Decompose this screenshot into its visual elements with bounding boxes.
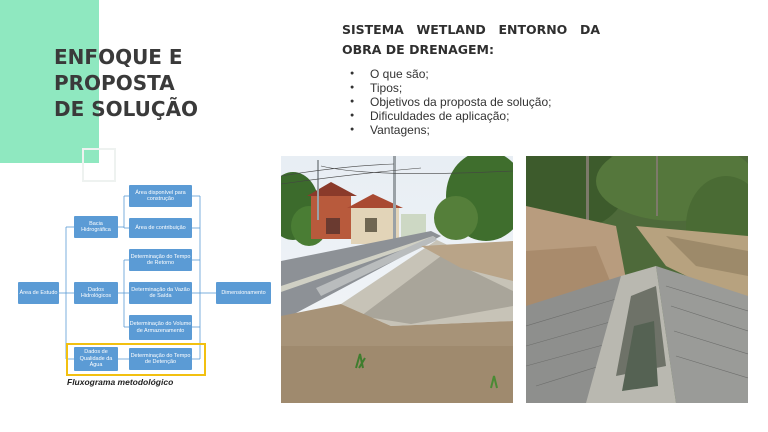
heading-word: DA — [579, 22, 600, 37]
list-item: ● Dificuldades de aplicação; — [350, 109, 551, 123]
topics-list — [350, 67, 551, 137]
section-heading-line-2: OBRA DE DRENAGEM: — [342, 42, 494, 57]
section-heading — [342, 20, 600, 60]
flow-box-area-estudo: Área de Estudo — [18, 282, 59, 304]
flow-box-volume-armazenamento: Determinação do Volume de Armazenamento — [129, 315, 192, 340]
section-heading-line-1 — [342, 20, 600, 40]
flowchart-caption: Fluxograma metodológico — [67, 377, 174, 387]
flow-box-tempo-detencao: Determinação do Tempo de Detenção — [129, 348, 192, 370]
flow-box-dimensionamento: Dimensionamento — [216, 282, 271, 304]
page-title — [54, 44, 198, 122]
photo-gabion-channel — [526, 156, 748, 403]
page-title-line: PROPOSTA — [54, 71, 175, 95]
photo-drainage-road — [281, 156, 513, 403]
list-item: ● Objetivos da proposta de solução; — [350, 95, 551, 109]
list-item: ● Vantagens; — [350, 123, 551, 137]
heading-word: SISTEMA — [342, 22, 404, 37]
list-item: ● O que são; — [350, 67, 551, 81]
flow-box-vazao-saida: Determinação da Vazão de Saída — [129, 282, 192, 304]
decorative-square-outline — [82, 148, 116, 182]
flow-box-dados-qualidade: Dados de Qualidade da Água — [74, 347, 118, 371]
list-item: ● Tipos; — [350, 81, 551, 95]
flow-box-tempo-retorno: Determinação do Tempo de Retorno — [129, 249, 192, 271]
heading-word: ENTORNO — [498, 22, 568, 37]
page-title-line: DE SOLUÇÃO — [54, 97, 199, 121]
flow-box-dados-hidrologicos: Dados Hidrológicos — [74, 282, 118, 304]
flow-box-bacia: Bacia Hidrográfica — [74, 216, 118, 238]
page-title-line: ENFOQUE E — [54, 45, 183, 69]
flow-box-area-contribuicao: Área de contribuição — [129, 218, 192, 238]
flow-box-area-disponivel: Área disponível para construção — [129, 185, 192, 207]
heading-word: WETLAND — [416, 22, 486, 37]
